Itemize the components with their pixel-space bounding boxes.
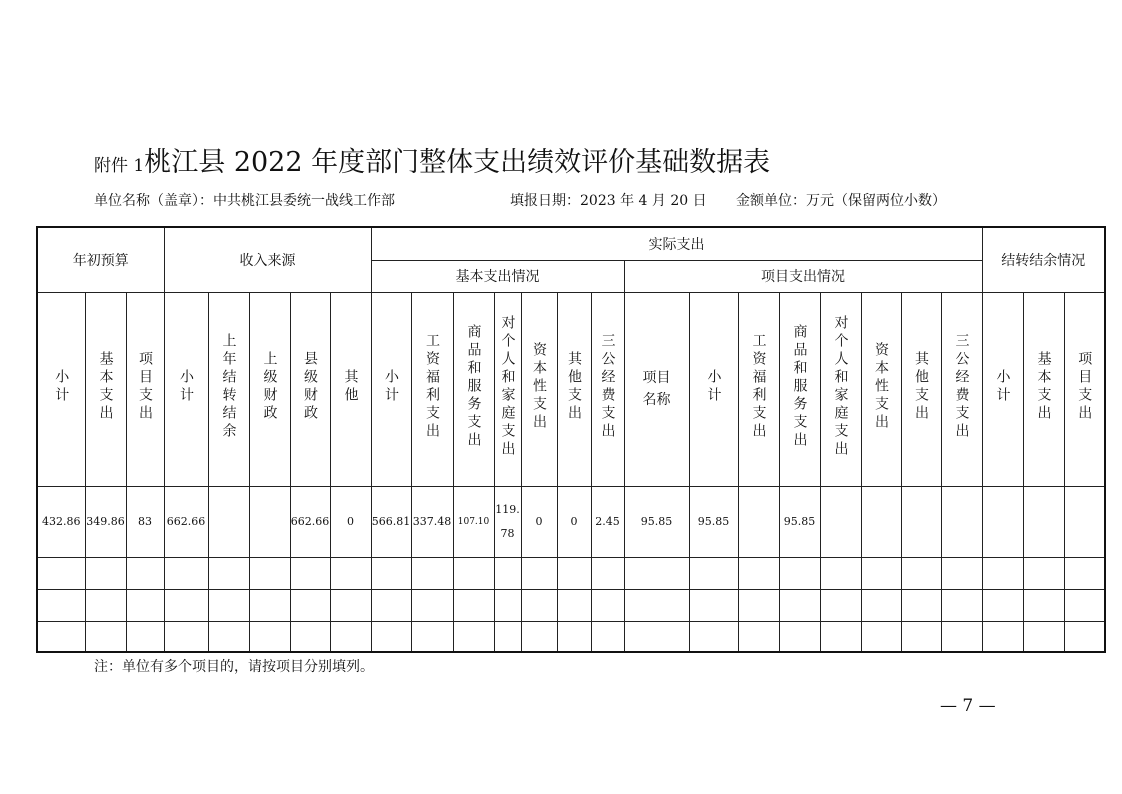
column-header — [591, 292, 624, 486]
title-main: 桃江县 2022 年度部门整体支出绩效评价基础数据表 — [144, 147, 771, 178]
column-header-label: 商品和服务支出 — [465, 324, 482, 450]
table-cell — [208, 486, 249, 557]
column-header-label: 小计 — [994, 369, 1011, 405]
group-income: 收入来源 — [164, 227, 371, 292]
column-header — [37, 292, 85, 486]
table-cell — [820, 621, 861, 652]
table-cell — [591, 589, 624, 621]
column-header-label: 其他支出 — [566, 351, 582, 423]
column-header — [901, 292, 941, 486]
table-cell — [689, 557, 738, 589]
column-header-label: 对个人和家庭支出 — [499, 315, 516, 459]
column-header — [557, 292, 591, 486]
column-header-label: 商品和服务支出 — [791, 324, 808, 450]
column-header-label: 上年结转结余 — [220, 333, 237, 441]
table-cell — [624, 621, 689, 652]
column-header — [820, 292, 861, 486]
column-header — [1023, 292, 1064, 486]
table-cell — [1064, 557, 1105, 589]
table-cell — [982, 621, 1023, 652]
table-cell — [37, 589, 85, 621]
column-header — [941, 292, 982, 486]
table-cell — [37, 621, 85, 652]
column-header — [208, 292, 249, 486]
table-cell — [861, 621, 901, 652]
table-cell — [494, 621, 521, 652]
table-cell — [208, 557, 249, 589]
column-header-label: 资本性支出 — [873, 342, 889, 432]
column-header-label: 小计 — [53, 369, 70, 405]
table-cell — [85, 621, 126, 652]
column-header — [779, 292, 820, 486]
table-cell: 95.85 — [689, 486, 738, 557]
group-basic: 基本支出情况 — [371, 260, 624, 292]
table-cell — [371, 621, 411, 652]
table-cell — [1064, 589, 1105, 621]
table-cell — [738, 557, 779, 589]
table-cell: 2.45 — [591, 486, 624, 557]
table-cell — [1023, 589, 1064, 621]
table-cell: 0 — [521, 486, 557, 557]
table-cell — [689, 621, 738, 652]
table-cell — [689, 589, 738, 621]
table-cell — [164, 589, 208, 621]
table-cell — [249, 557, 290, 589]
column-header-label: 对个人和家庭支出 — [832, 315, 849, 459]
table-cell — [779, 557, 820, 589]
table-cell — [164, 557, 208, 589]
column-header-label: 项目支出 — [137, 351, 153, 423]
table-cell — [330, 557, 371, 589]
table-cell — [126, 557, 164, 589]
group-carry: 结转结余情况 — [982, 227, 1105, 292]
table-cell — [901, 589, 941, 621]
table-cell — [371, 589, 411, 621]
column-header-label: 工资福利支出 — [750, 333, 767, 441]
column-header — [689, 292, 738, 486]
table-cell — [557, 589, 591, 621]
table-cell — [901, 486, 941, 557]
table-cell — [738, 486, 779, 557]
column-header-label: 上级财政 — [261, 351, 278, 423]
column-header-label: 小计 — [383, 369, 399, 405]
table-cell — [411, 589, 453, 621]
table-cell — [453, 589, 494, 621]
table-cell — [1023, 486, 1064, 557]
table-cell — [738, 589, 779, 621]
table-cell — [738, 621, 779, 652]
table-cell: 662.66 — [290, 486, 330, 557]
table-cell — [557, 557, 591, 589]
table-cell — [861, 589, 901, 621]
column-header — [164, 292, 208, 486]
table-cell — [941, 557, 982, 589]
column-header-label: 基本支出 — [1035, 351, 1052, 423]
table-cell: 662.66 — [164, 486, 208, 557]
column-header — [1064, 292, 1105, 486]
amount-unit: 金额单位：万元（保留两位小数） — [736, 193, 946, 209]
table-cell — [1064, 621, 1105, 652]
table-cell — [249, 589, 290, 621]
column-header-label: 项目名称 — [642, 370, 671, 408]
table-cell — [982, 557, 1023, 589]
table-cell: 95.85 — [624, 486, 689, 557]
table-cell — [330, 621, 371, 652]
column-header — [290, 292, 330, 486]
column-header-label: 基本支出 — [97, 351, 114, 423]
column-header — [411, 292, 453, 486]
table-cell — [85, 589, 126, 621]
table-cell — [85, 557, 126, 589]
table-cell — [624, 589, 689, 621]
table-cell — [591, 557, 624, 589]
column-header-label: 三公经费支出 — [599, 333, 616, 441]
table-cell: 566.81 — [371, 486, 411, 557]
table-cell: 119.78 — [494, 486, 521, 557]
unit-name: 单位名称（盖章）：中共桃江县委统一战线工作部 — [94, 193, 395, 209]
table-cell — [208, 621, 249, 652]
table-cell — [901, 621, 941, 652]
column-header-label: 其他支出 — [913, 351, 929, 423]
column-header-label: 三公经费支出 — [953, 333, 970, 441]
table-cell — [941, 486, 982, 557]
table-cell — [982, 486, 1023, 557]
table-cell — [290, 589, 330, 621]
table-cell — [941, 621, 982, 652]
column-header-label: 小计 — [705, 369, 722, 405]
table-cell — [126, 621, 164, 652]
table-cell: 0 — [330, 486, 371, 557]
table-cell — [1023, 557, 1064, 589]
group-budget: 年初预算 — [37, 227, 164, 292]
table-cell — [820, 486, 861, 557]
column-header — [453, 292, 494, 486]
column-header — [624, 292, 689, 486]
column-header — [521, 292, 557, 486]
table-cell — [521, 557, 557, 589]
table-cell — [521, 589, 557, 621]
table-cell — [249, 621, 290, 652]
column-header-label: 其他 — [342, 369, 359, 405]
attachment-label: 附件 1 — [94, 156, 145, 176]
page-number: — 7 — — [940, 696, 996, 716]
table-cell — [1023, 621, 1064, 652]
data-table — [36, 226, 1106, 653]
fill-date: 填报日期：2023 年 4 月 20 日 — [510, 193, 707, 209]
group-actual: 实际支出 — [371, 227, 982, 260]
column-header — [738, 292, 779, 486]
table-cell — [453, 557, 494, 589]
table-cell — [624, 557, 689, 589]
table-cell — [901, 557, 941, 589]
table-cell — [591, 621, 624, 652]
table-cell — [411, 557, 453, 589]
table-cell — [779, 589, 820, 621]
column-header-label: 项目支出 — [1076, 351, 1093, 423]
table-cell — [330, 589, 371, 621]
table-cell — [126, 589, 164, 621]
table-cell — [779, 621, 820, 652]
table-cell — [37, 557, 85, 589]
table-cell — [494, 557, 521, 589]
table-cell — [164, 621, 208, 652]
table-cell — [820, 557, 861, 589]
footnote: 注：单位有多个项目的，请按项目分别填列。 — [94, 659, 374, 675]
table-cell — [249, 486, 290, 557]
column-header-label: 县级财政 — [302, 351, 318, 423]
table-cell — [557, 621, 591, 652]
table-cell — [861, 486, 901, 557]
column-header-label: 小计 — [178, 369, 194, 405]
table-cell — [941, 589, 982, 621]
table-cell: 95.85 — [779, 486, 820, 557]
column-header — [494, 292, 521, 486]
column-header — [982, 292, 1023, 486]
table-cell: 0 — [557, 486, 591, 557]
table-cell — [494, 589, 521, 621]
column-header-label: 资本性支出 — [531, 342, 547, 432]
column-header — [330, 292, 371, 486]
table-cell — [453, 621, 494, 652]
table-cell — [208, 589, 249, 621]
table-cell: 432.86 — [37, 486, 85, 557]
group-project: 项目支出情况 — [624, 260, 982, 292]
column-header — [126, 292, 164, 486]
table-cell — [982, 589, 1023, 621]
table-cell: 107.10 — [453, 486, 494, 557]
table-cell: 349.86 — [85, 486, 126, 557]
document-title — [94, 140, 770, 179]
column-header — [861, 292, 901, 486]
column-header — [85, 292, 126, 486]
column-header — [249, 292, 290, 486]
table-cell — [290, 621, 330, 652]
table-cell — [411, 621, 453, 652]
column-header-label: 工资福利支出 — [424, 333, 440, 441]
table-cell — [371, 557, 411, 589]
table-cell — [521, 621, 557, 652]
table-cell — [861, 557, 901, 589]
table-cell — [1064, 486, 1105, 557]
table-cell: 83 — [126, 486, 164, 557]
column-header — [371, 292, 411, 486]
table-cell — [820, 589, 861, 621]
table-cell: 337.48 — [411, 486, 453, 557]
table-cell — [290, 557, 330, 589]
